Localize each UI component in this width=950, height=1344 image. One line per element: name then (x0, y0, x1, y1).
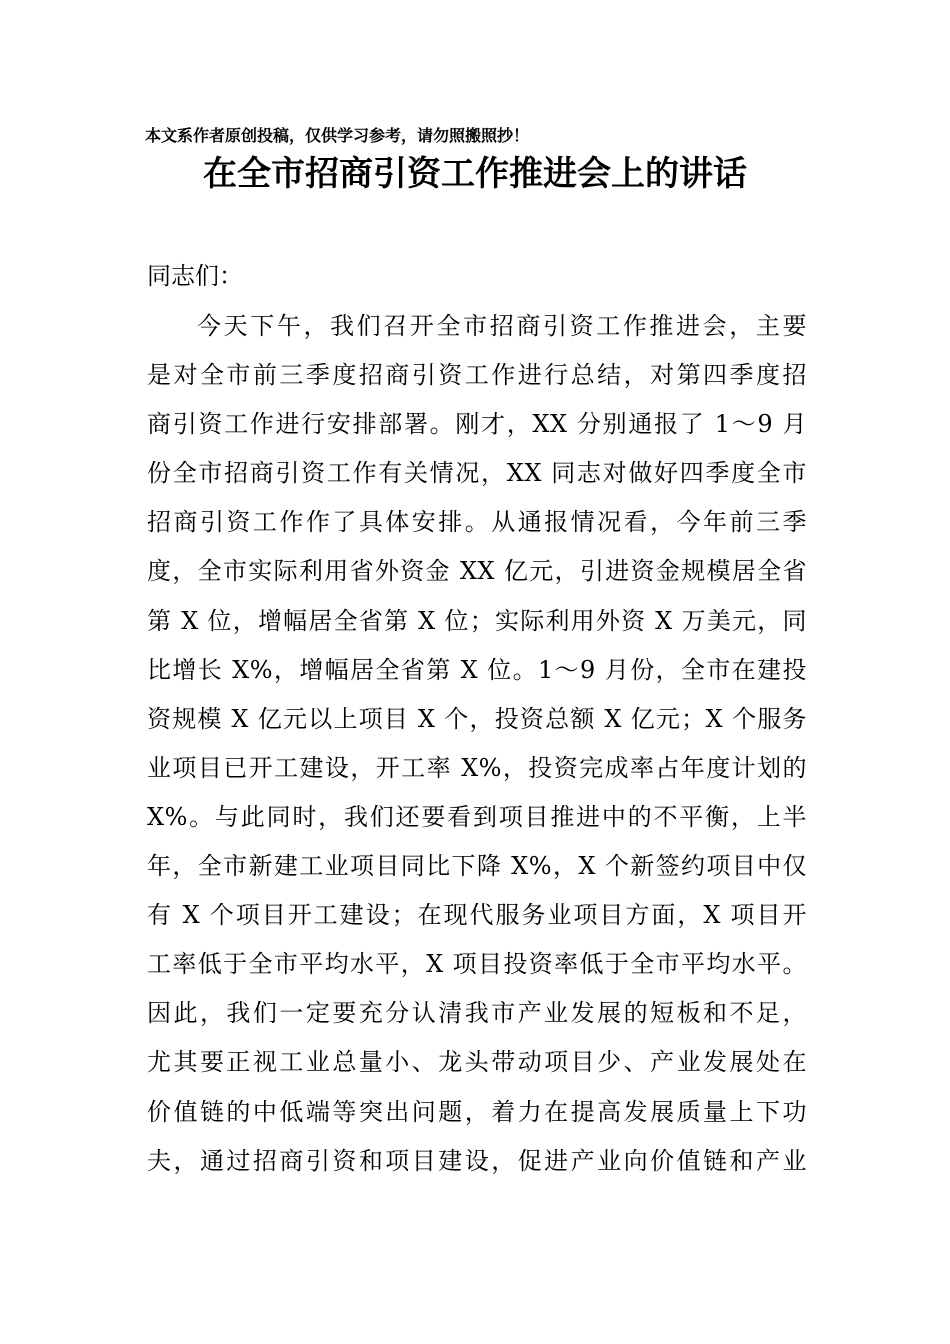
text-line: 招商引资工作作了具体安排。从通报情况看，今年前三季 (147, 508, 807, 537)
text-line: 比增长 X%，增幅居全省第 X 位。1～9 月份，全市在建投 (147, 655, 807, 684)
text-line: 是对全市前三季度招商引资工作进行总结，对第四季度招 (147, 361, 807, 390)
speech-body (147, 306, 807, 1190)
text-line: 工率低于全市平均水平，X 项目投资率低于全市平均水平。 (147, 950, 807, 979)
text-line: 年，全市新建工业项目同比下降 X%，X 个新签约项目中仅 (147, 852, 807, 881)
text-line: 夫，通过招商引资和项目建设，促进产业向价值链和产业 (147, 1146, 807, 1175)
text-line: 有 X 个项目开工建设；在现代服务业项目方面，X 项目开 (147, 901, 807, 930)
text-line: 因此，我们一定要充分认清我市产业发展的短板和不足， (147, 999, 807, 1028)
page-title: 在全市招商引资工作推进会上的讲话 (203, 154, 747, 194)
text-line: X%。与此同时，我们还要看到项目推进中的不平衡，上半 (147, 802, 807, 831)
text-line: 尤其要正视工业总量小、龙头带动项目少、产业发展处在 (147, 1048, 807, 1077)
text-line: 第 X 位，增幅居全省第 X 位；实际利用外资 X 万美元，同 (147, 606, 807, 635)
text-line: 度，全市实际利用省外资金 XX 亿元，引进资金规模居全省 (147, 557, 807, 586)
text-line: 份全市招商引资工作有关情况，XX 同志对做好四季度全市 (147, 459, 807, 488)
text-line: 今天下午，我们召开全市招商引资工作推进会，主要 (197, 312, 807, 340)
salutation: 同志们： (147, 262, 243, 290)
text-line: 资规模 X 亿元以上项目 X 个，投资总额 X 亿元；X 个服务 (147, 704, 807, 733)
text-line: 商引资工作进行安排部署。刚才，XX 分别通报了 1～9 月 (147, 410, 807, 439)
text-line: 业项目已开工建设，开工率 X%，投资完成率占年度计划的 (147, 753, 807, 782)
text-line: 价值链的中低端等突出问题，着力在提高发展质量上下功 (147, 1097, 807, 1126)
copyright-notice: 本文系作者原创投稿，仅供学习参考，请勿照搬照抄！ (145, 126, 530, 145)
